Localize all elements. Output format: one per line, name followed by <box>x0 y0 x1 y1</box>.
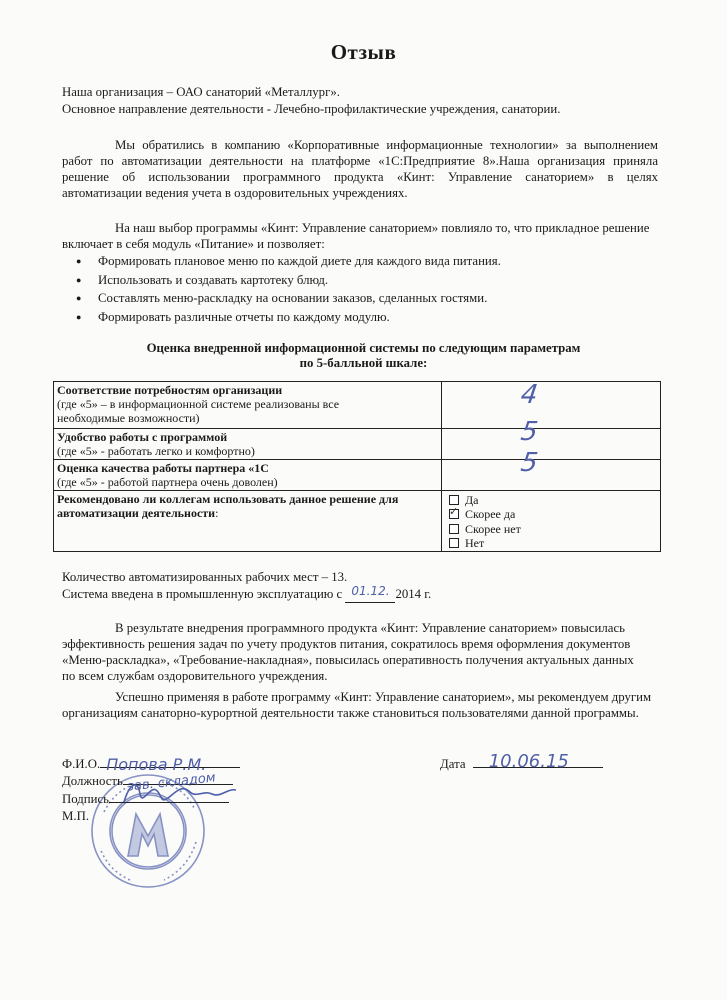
commission-date-field <box>345 586 395 603</box>
handwritten-date: 01.12. <box>351 584 390 598</box>
recommend-options <box>445 493 657 550</box>
score-cell <box>442 448 661 491</box>
date-field <box>473 751 603 772</box>
option-label: Да <box>465 493 479 507</box>
checkbox-icon[interactable] <box>449 538 459 548</box>
evaluation-title <box>0 341 727 371</box>
handwritten-score: 5 <box>518 417 540 447</box>
intro-line: Мы обратились в компанию «Корпоративные информационные технологии» за выполнением <box>115 138 658 152</box>
checkbox-icon[interactable] <box>449 495 459 505</box>
choice-line: На наш выбор программы «Кинт: Управление санаторием» повлияло то, что прикладное решение <box>115 221 650 235</box>
commission-prefix: Система введена в промышленную эксплуатацию с <box>62 587 343 601</box>
activity-line: Основное направление деятельности - Лечебно-профилактические учреждения, санатории. <box>62 102 561 116</box>
recommend-line: Успешно применяя в работе программу «Кинт: Управление санаторием», мы рекомендуем другим <box>115 690 652 704</box>
recommend-label: автоматизации деятельности <box>57 506 216 520</box>
handwritten-score: 5 <box>518 448 540 478</box>
fio-label: Ф.И.О. <box>62 757 101 771</box>
commission-line <box>62 586 431 603</box>
intro-line: работ по автоматизации деятельности на платформе «1С:Предприятие 8».Наша организация приняла <box>62 154 658 168</box>
intro-line: автоматизации ведения учета в оздоровительных учреждениях. <box>62 186 408 200</box>
choice-paragraph <box>62 220 658 252</box>
criterion-cell <box>54 429 442 460</box>
criterion-cell <box>54 491 442 552</box>
position-label: Должность <box>62 774 123 788</box>
table-row <box>54 382 661 429</box>
option-label: Нет <box>465 535 485 550</box>
checkbox-icon[interactable] <box>449 524 459 534</box>
options-cell <box>442 491 661 552</box>
table-row <box>54 460 661 491</box>
feature-list <box>62 252 622 326</box>
recommend-colon: : <box>215 506 219 520</box>
result-paragraph <box>62 620 662 684</box>
option-label: Скорее да <box>465 507 516 522</box>
recommend-paragraph <box>62 689 662 721</box>
organization-line: Наша организация – ОАО санаторий «Металлург». <box>62 85 340 99</box>
handwritten-score: 4 <box>518 380 540 410</box>
date-row <box>440 751 603 772</box>
result-line: В результате внедрения программного продукта «Кинт: Управление санаторием» повысилась <box>115 621 625 635</box>
date-label: Дата <box>440 757 466 771</box>
table-row <box>54 429 661 460</box>
evaluation-title-line: по 5-балльной шкале: <box>299 356 428 370</box>
list-item: ● Формировать различные отчеты по каждому модулю. <box>62 308 622 327</box>
choice-line: включает в себя модуль «Питание» и позволяет: <box>62 237 325 251</box>
evaluation-table <box>53 381 661 552</box>
workstations-line: Количество автоматизированных рабочих мест – 13. <box>62 570 348 584</box>
recommend-line: организациям санаторно-курортной деятельности также становиться пользователями данной программы. <box>62 706 639 720</box>
list-item: ● Составлять меню-раскладку на основании заказов, сделанных гостями. <box>62 289 622 308</box>
handwritten-date: 10.06.15 <box>488 751 569 772</box>
criterion-hint: (где «5» - работать легко и комфортно) <box>57 444 255 458</box>
option-yes[interactable] <box>445 493 657 507</box>
result-line: «Меню-раскладка», «Требование-накладная», повысилась оперативность получения актуальных данных <box>62 653 634 667</box>
criterion-label: Удобство работы с программой <box>57 430 228 444</box>
evaluation-title-line: Оценка внедренной информационной системы по следующим параметрам <box>146 341 581 355</box>
document-title: Отзыв <box>330 40 397 64</box>
criterion-cell <box>54 460 442 491</box>
criterion-label: Оценка качества работы партнера «1С <box>57 461 269 475</box>
commission-year: 2014 г. <box>395 587 432 601</box>
handwritten-position: зав. складом <box>126 770 217 795</box>
option-rather-no[interactable] <box>445 522 657 536</box>
criterion-hint: (где «5» – в информационной системе реализованы все <box>57 397 340 411</box>
list-item: ● Использовать и создавать картотеку блюд. <box>62 271 622 290</box>
criterion-hint: необходимые возможности) <box>57 411 200 425</box>
checked-checkbox-icon[interactable] <box>449 509 459 519</box>
intro-paragraph <box>62 137 658 201</box>
handwritten-name: Попова Р.М. <box>106 755 207 774</box>
result-line: эффективность решения задач по учету продуктов питания, сократилось время оформления документов <box>62 637 631 651</box>
criterion-cell <box>54 382 442 429</box>
list-item: ● Формировать плановое меню по каждой диете для каждого вида питания. <box>62 252 622 271</box>
score-cell <box>442 417 661 460</box>
option-label: Скорее нет <box>465 521 521 536</box>
stamp-label: М.П. <box>62 809 90 823</box>
fio-field <box>100 755 240 774</box>
sign-label: Подпись <box>62 792 109 806</box>
criterion-label: Соответствие потребностям организации <box>57 383 283 397</box>
criterion-hint: (где «5» - работой партнера очень доволен) <box>57 475 278 489</box>
recommend-label: Рекомендовано ли коллегам использовать данное решение для <box>57 492 399 506</box>
result-line: по всем службам оздоровительного учреждения. <box>62 669 328 683</box>
score-cell <box>442 382 661 429</box>
option-rather-yes[interactable] <box>445 507 657 521</box>
intro-line: решение об использовании программного продукта «Кинт: Управление санаторием» в целях <box>62 170 658 184</box>
table-row <box>54 491 661 552</box>
handwritten-signature <box>120 776 240 812</box>
option-no[interactable] <box>445 536 657 550</box>
